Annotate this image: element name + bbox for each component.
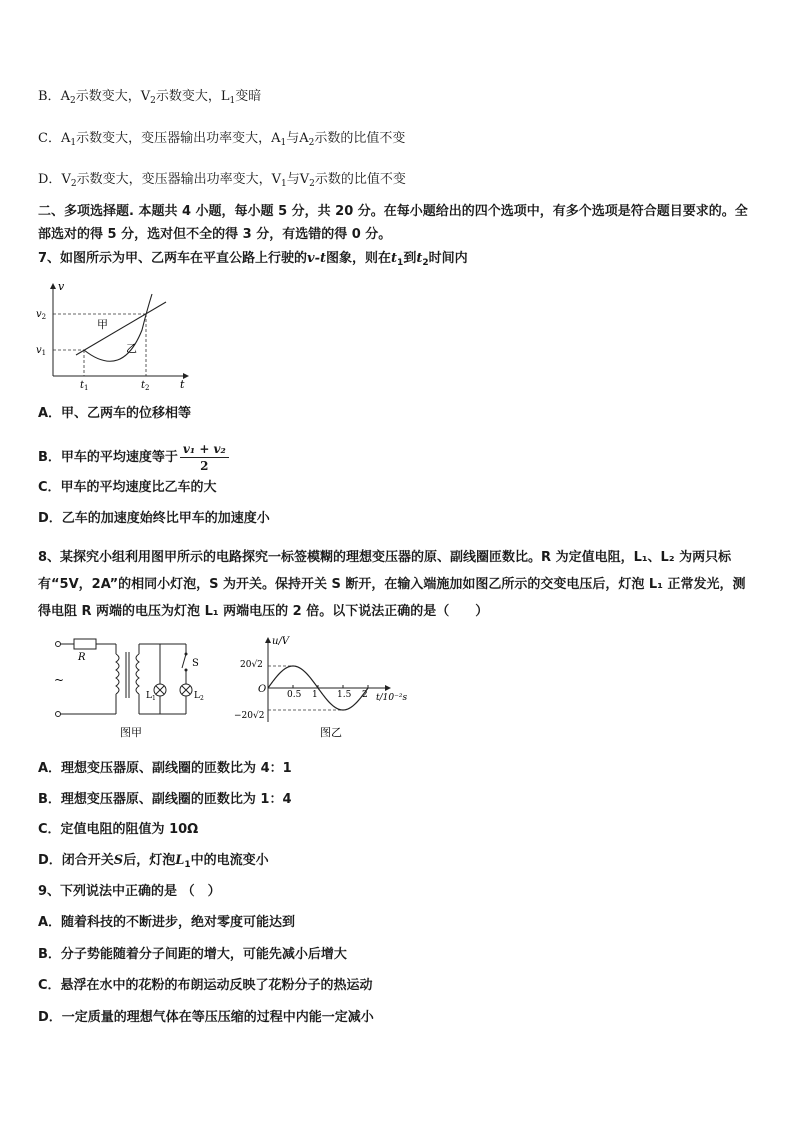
yi-curve: [84, 294, 152, 361]
q9-stem: 9、下列说法中正确的是 （ ）: [38, 884, 221, 899]
q6-option-c: C．$A_1$示数变大，变压器输出功率变大，$A_1$与$A_2$示数的比值不变: [38, 131, 406, 148]
section-heading: 二、多项选择题. 本题共 4 小题，每小题 5 分，共 20 分。在每小题给出的四个选项中，有多个选项是符合题目要求的。全部选对的得 5 分，选对但不全的得 3 分，有选错的得 0 分。: [38, 204, 748, 242]
switch-s: [182, 654, 186, 668]
q8-option-c: C．定值电阻的阻值为 10Ω: [38, 822, 199, 837]
t-axis-label: t: [180, 378, 185, 391]
t1-label: $t_1$: [80, 380, 89, 392]
switch-label: S: [192, 658, 199, 669]
v1-label: $v_1$: [36, 345, 47, 357]
q9-option-d: D．一定质量的理想气体在等压压缩的过程中内能一定减小: [38, 1010, 374, 1025]
figure-b-caption: 图乙: [320, 726, 342, 739]
jia-line: [76, 302, 166, 355]
v-axis-label: v: [58, 280, 65, 293]
q7-option-a: A．甲、乙两车的位移相等: [38, 406, 192, 421]
q9-option-a: A．随着科技的不断进步，绝对零度可能达到: [38, 915, 296, 930]
yi-label: 乙: [126, 342, 137, 355]
primary-coil: [116, 654, 119, 694]
time-axis-label: t/10⁻²s: [376, 693, 408, 703]
origin-label: O: [258, 684, 267, 695]
source-symbol: ~: [54, 673, 65, 687]
q7-stem: 7、如图所示为甲、乙两车在平直公路上行驶的v-t图象，则在$t_1$到$t_2$时间内: [38, 251, 468, 268]
secondary-coil: [136, 654, 139, 694]
q9-option-c: C．悬浮在水中的花粉的布朗运动反映了花粉分子的热运动: [38, 978, 373, 993]
q8-option-b: B．理想变压器原、副线圈的匝数比为 1：4: [38, 792, 292, 807]
peak-pos-label: 20√2: [240, 660, 263, 670]
q8-circuit-diagram: [48, 632, 218, 740]
q7-vt-graph: [34, 280, 204, 392]
fraction: $\frac{\text{v₁ + v₂}}{2}$: [180, 441, 229, 474]
q8-option-a: A．理想变压器原、副线圈的匝数比为 4：1: [38, 761, 292, 776]
q7-option-d: D．乙车的加速度始终比甲车的加速度小: [38, 511, 270, 526]
resistor-label: R: [78, 652, 86, 663]
lamp-l1-label: $L_1$: [146, 691, 156, 702]
q8-option-d: D．闭合开关S后，灯泡$L_1$中的电流变小: [38, 853, 269, 870]
resistor-r: [74, 639, 96, 649]
q6-option-d: D．$V_2$示数变大，变压器输出功率变大，$V_1$与$V_2$示数的比值不变: [38, 172, 406, 189]
q7-option-b: B．甲车的平均速度等于 $\frac{\text{v₁ + v₂}}{2}$: [38, 441, 231, 474]
figure-a-caption: 图甲: [120, 726, 142, 739]
x-tick-label: 1: [312, 690, 318, 700]
q8-voltage-graph: [232, 634, 422, 740]
x-tick-label: 0.5: [287, 690, 302, 700]
x-tick-label: 1.5: [337, 690, 352, 700]
peak-neg-label: −20√2: [234, 711, 265, 721]
v2-label: $v_2$: [36, 309, 47, 321]
jia-label: 甲: [97, 318, 108, 331]
q7-option-c: C．甲车的平均速度比乙车的大: [38, 480, 217, 495]
q6-option-b: B．$A_2$示数变大，$V_2$示数变大，$L_1$变暗: [38, 89, 262, 106]
q8-stem: 8、某探究小组利用图甲所示的电路探究一标签模糊的理想变压器的原、副线圈匝数比。R 为定值电阻，L₁、L₂ 为两只标有“5V，2A”的相同小灯泡，S 为开关。保持开关 S 断开，在输入端施加如图乙所示的交变电压后，灯泡 L₁ 正常发光，测得电阻 R 两端的电压为灯泡 L₁ 两端电压的 2 倍。以下说法正确的是（ ）: [38, 550, 746, 619]
u-axis-label: u/V: [272, 636, 290, 647]
x-tick-label: 2: [362, 690, 368, 700]
q9-option-b: B．分子势能随着分子间距的增大，可能先减小后增大: [38, 947, 347, 962]
t2-label: $t_2$: [141, 380, 150, 392]
lamp-l2-label: $L_2$: [194, 691, 204, 702]
